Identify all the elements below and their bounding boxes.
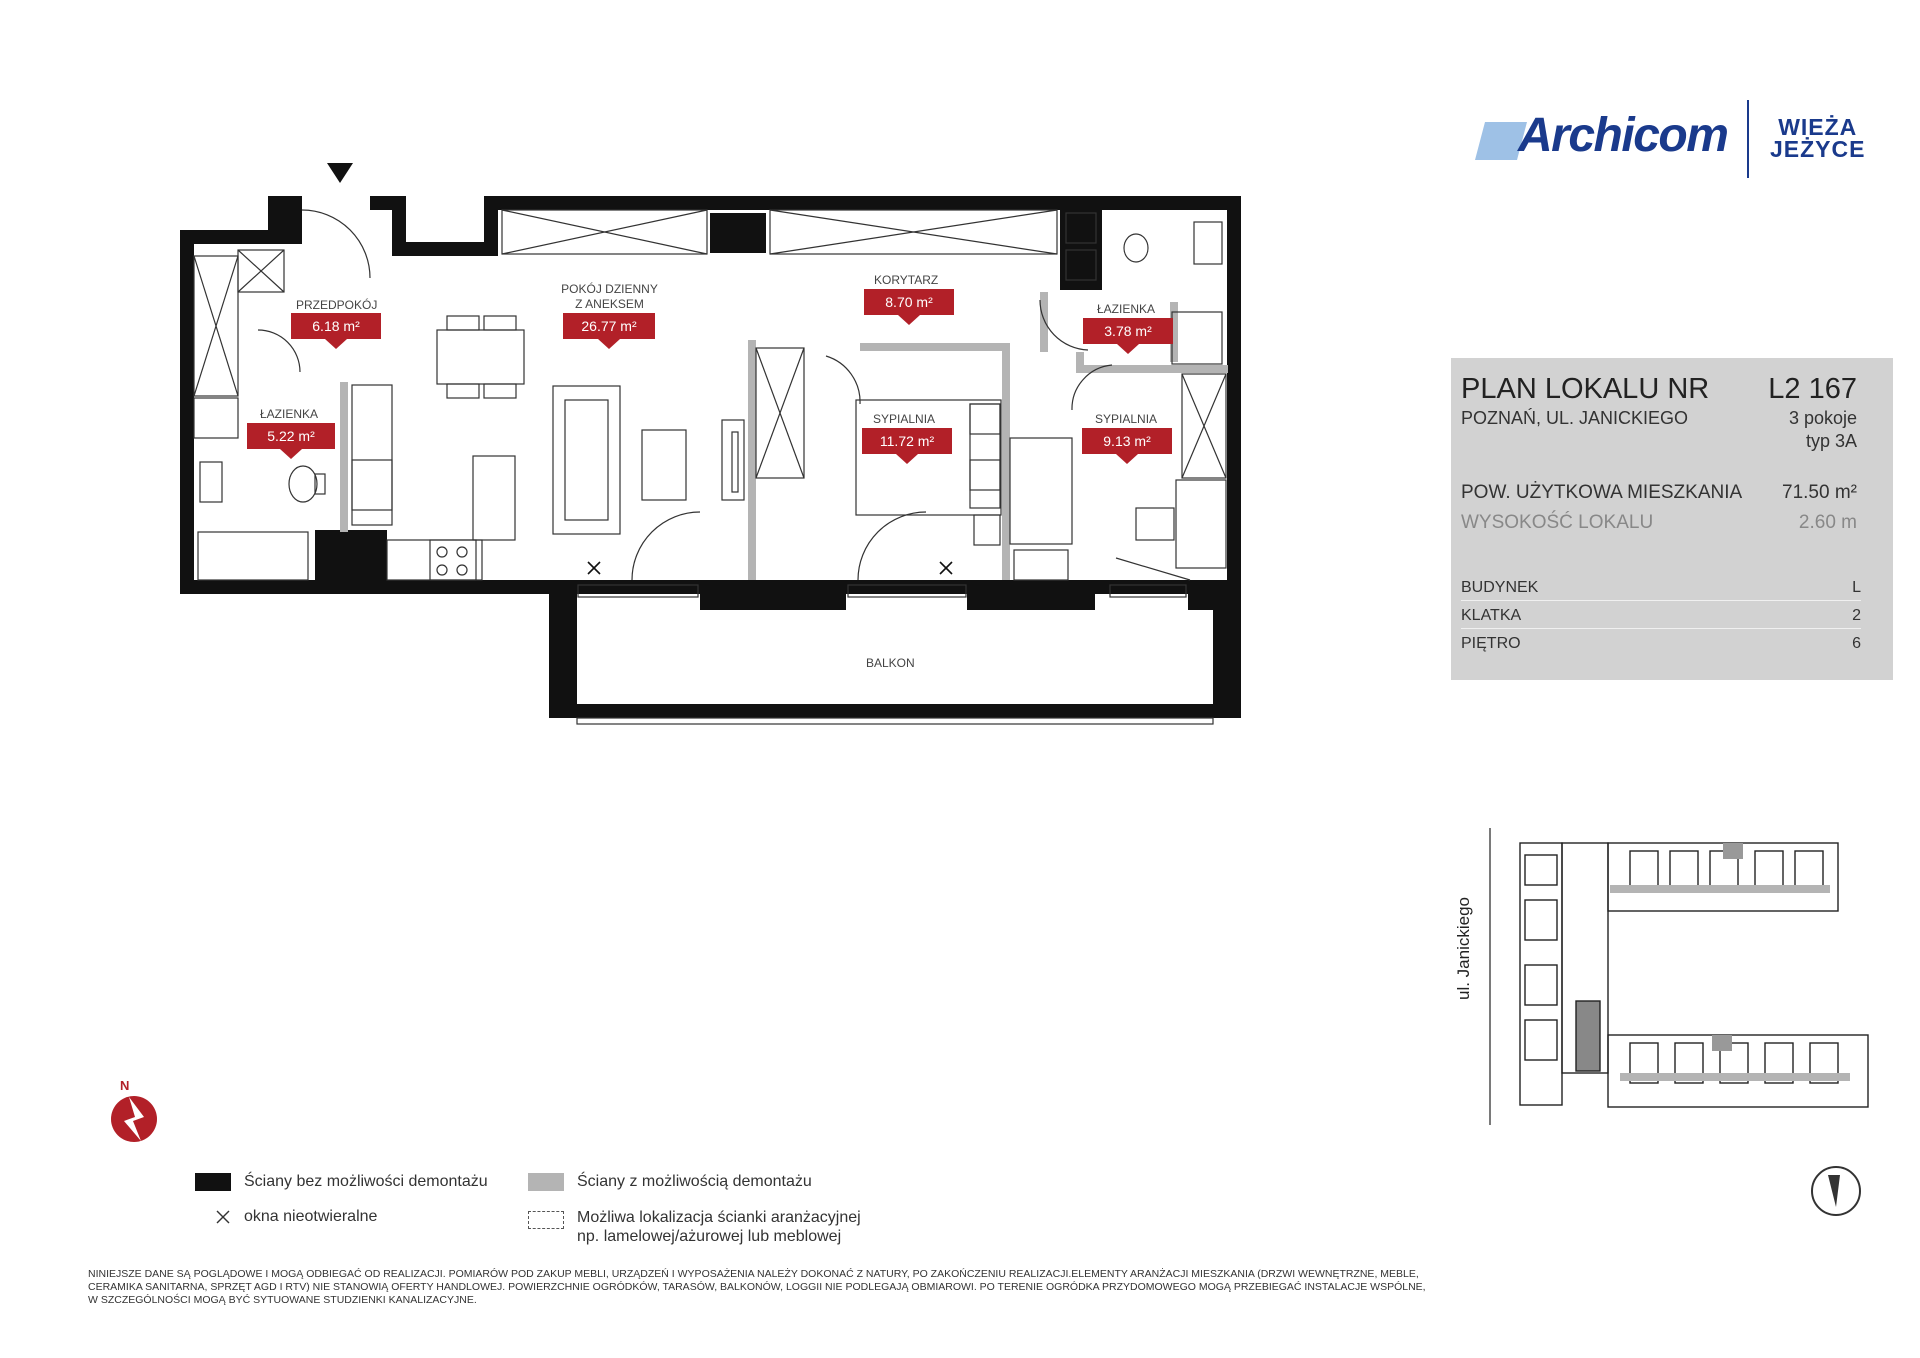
room-name-bathroom-2: ŁAZIENKA: [1097, 302, 1156, 316]
info-row-label: PIĘTRO: [1461, 635, 1521, 652]
area-label: POW. UŻYTKOWA MIESZKANIA: [1461, 482, 1743, 503]
info-row-value: 2: [1852, 607, 1861, 624]
project-name-line2: JEŻYCE: [1770, 136, 1866, 162]
fixed-window-legend-icon: [215, 1209, 231, 1225]
site-plan: [1480, 825, 1900, 1125]
unit-rooms: 3 pokoje: [1788, 408, 1857, 428]
fixed-window-markers: [588, 562, 952, 574]
unit-type: typ 3A: [1805, 431, 1857, 451]
room-area-bedroom-1: 11.72 m²: [862, 428, 952, 454]
logo-text: Archicom: [1518, 109, 1728, 162]
project-name-line1: WIEŻA: [1778, 114, 1858, 140]
info-row-label: KLATKA: [1461, 607, 1522, 624]
legend-fixed-windows: okna nieotwieralne: [244, 1208, 378, 1225]
height-value: 2.60 m: [1798, 512, 1857, 533]
room-area-bathroom-2: 3.78 m²: [1083, 318, 1173, 344]
room-area-bedroom-2: 9.13 m²: [1082, 428, 1172, 454]
height-label: WYSOKOŚĆ LOKALU: [1461, 512, 1654, 533]
room-name-bedroom-2: SYPIALNIA: [1095, 412, 1158, 426]
unit-highlight: [1576, 1001, 1600, 1071]
legend-partition: [577, 1208, 861, 1246]
legend-fixed-walls: Ściany bez możliwości demontażu: [244, 1173, 488, 1190]
legend-partition-line2: np. lamelowej/ażurowej lub meblowej: [577, 1228, 842, 1245]
unit-number: L2 167: [1768, 373, 1857, 405]
unit-title: PLAN LOKALU NR: [1461, 373, 1710, 405]
room-name-living-line2: Z ANEKSEM: [575, 297, 644, 311]
room-name-balcony: BALKON: [866, 656, 915, 670]
fixed-walls: [180, 196, 1241, 718]
unit-address: POZNAŃ, UL. JANICKIEGO: [1461, 408, 1689, 428]
room-area-hall: 6.18 m²: [291, 313, 381, 339]
legend-partition-line1: Możliwa lokalizacja ścianki aranżacyjnej: [577, 1209, 861, 1226]
entrance-arrow-icon: [327, 163, 353, 183]
room-name-bedroom-1: SYPIALNIA: [873, 412, 936, 426]
area-value: 71.50 m²: [1782, 482, 1857, 503]
room-name-living: [557, 282, 662, 312]
compass-site-icon: [1810, 1165, 1862, 1217]
room-name-living-line1: POKÓJ DZIENNY: [561, 282, 658, 296]
room-name-hall: PRZEDPOKÓJ: [296, 298, 378, 312]
legend-partition-swatch: [528, 1211, 564, 1229]
disclaimer: NINIEJSZE DANE SĄ POGLĄDOWE I MOGĄ ODBIEGAĆ OD REALIZACJI. POMIARÓW POD ZAKUP MEBLI, URZĄDZEŃ I WYPOSAŻENIA NALEŻY DOKONAĆ Z NATURY, PO ZAKOŃCZENIU REALIZACJI.ELEMENTY ARANŻACJI MIESZKANIA (DRZWI WEWNĘTRZNE, MEBLE, CERAMIKA SANITARNA, SPRZĘT AGD I RTV) NIE STANOWIĄ OFERTY HANDLOWEJ. POWIERZCHNIE OGRÓDKÓW, TARASÓW, BALKONÓW, LOGGII NIE PODLEGAJĄ OBMIAROWI. PO TERENIE OGRÓDKA PRZYDOMOWEGO MOGĄ PRZEBIEGAĆ INSTALACJE WSPÓLNE, W SZCZEGÓLNOŚCI MOGĄ BYĆ SYTUOWANE STUDZIENKI KANALIZACYJNE.: [88, 1268, 1426, 1306]
room-area-living: 26.77 m²: [563, 313, 655, 339]
legend-fixed-walls-swatch: [195, 1173, 231, 1191]
north-compass-icon: [108, 1093, 160, 1145]
room-area-bathroom-1: 5.22 m²: [247, 423, 335, 449]
room-name-corridor: KORYTARZ: [874, 273, 939, 287]
info-row-label: BUDYNEK: [1461, 579, 1539, 596]
room-name-bathroom-1: ŁAZIENKA: [260, 407, 319, 421]
street-label: ul. Janickiego: [1454, 896, 1473, 1000]
room-area-corridor: 8.70 m²: [864, 289, 954, 315]
info-row-value: L: [1852, 579, 1861, 596]
north-label: N: [120, 1078, 130, 1093]
legend-removable-walls: Ściany z możliwością demontażu: [577, 1173, 812, 1190]
info-row-value: 6: [1852, 635, 1861, 652]
legend-removable-walls-swatch: [528, 1173, 564, 1191]
